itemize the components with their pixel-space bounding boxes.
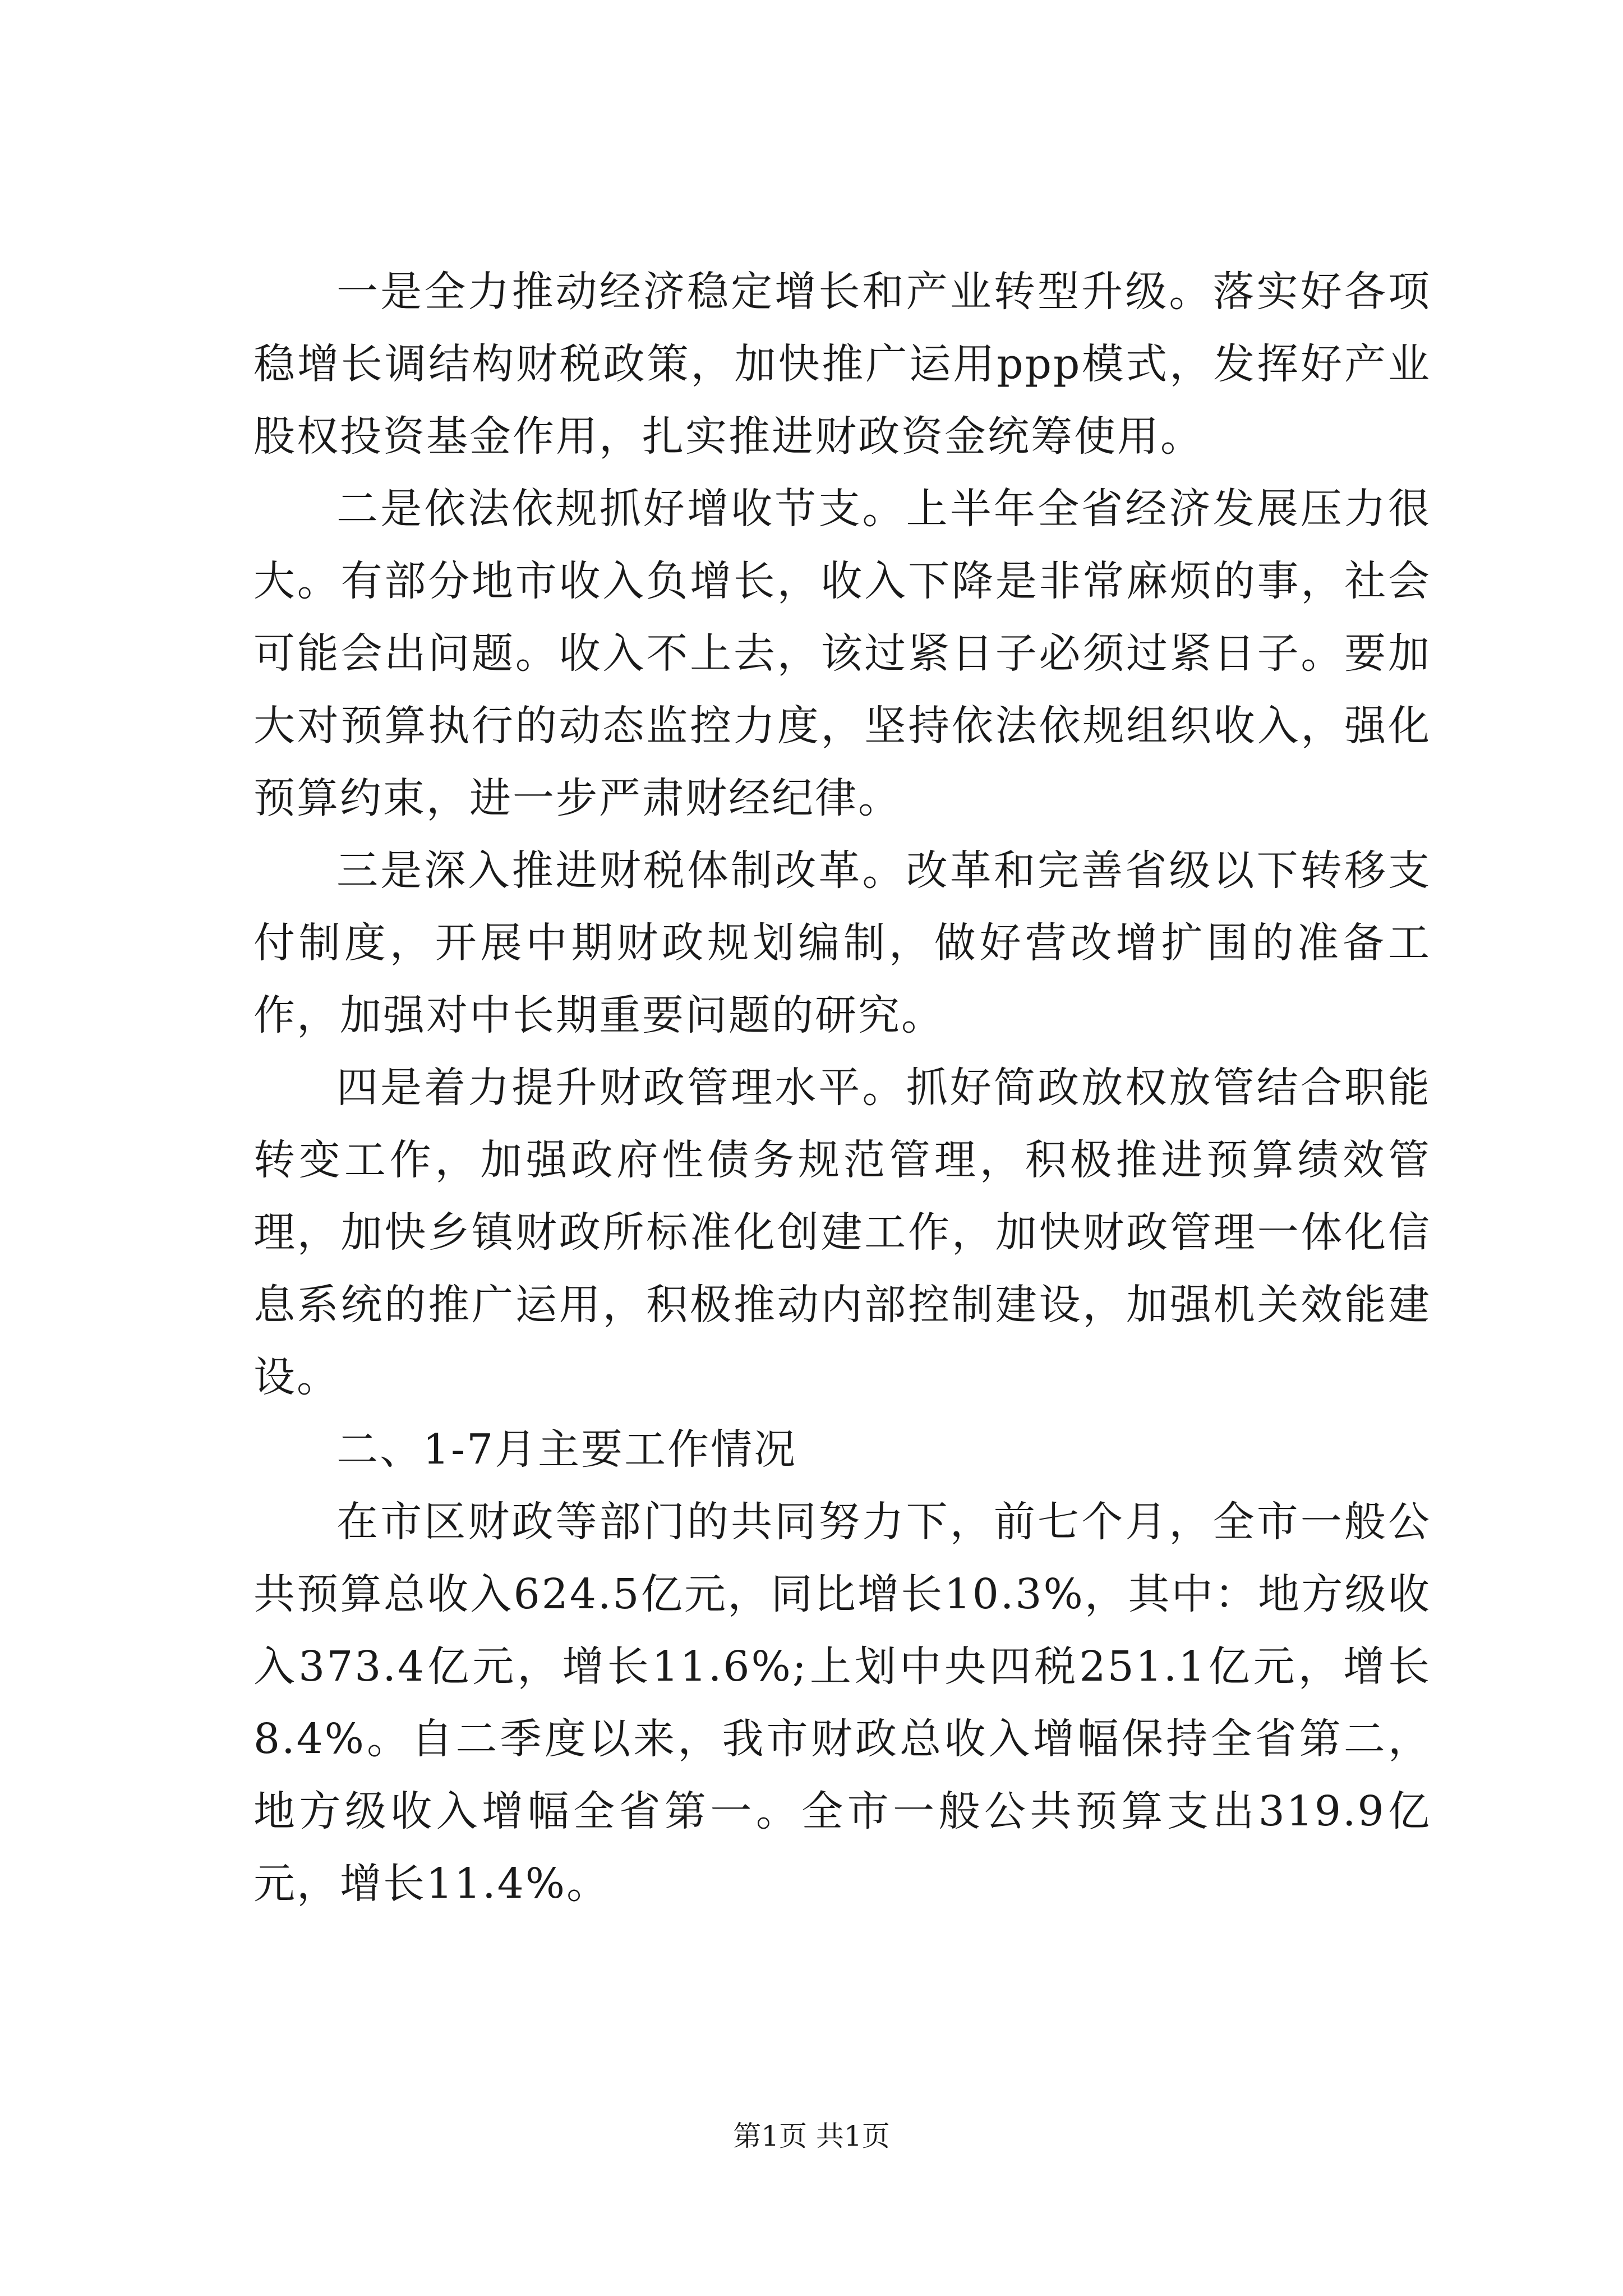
- document-body: [253, 256, 1431, 1920]
- paragraph-1: 一是全力推动经济稳定增长和产业转型升级。落实好各项稳增长调结构财税政策，加快推广运用ppp模式，发挥好产业股权投资基金作用，扎实推进财政资金统筹使用。: [253, 268, 1431, 461]
- paragraph-4: 四是着力提升财政管理水平。抓好简政放权放管结合职能转变工作，加强政府性债务规范管理，积极推进预算绩效管理，加快乡镇财政所标准化创建工作，加快财政管理一体化信息系统的推广运用，积极推动内部控制建设，加强机关效能建设。: [253, 1064, 1431, 1401]
- paragraph-2: 二是依法依规抓好增收节支。上半年全省经济发展压力很大。有部分地市收入负增长，收入下降是非常麻烦的事，社会可能会出问题。收入不上去，该过紧日子必须过紧日子。要加大对预算执行的动态监控力度，坚持依法依规组织收入，强化预算约束，进一步严肃财经纪律。: [253, 485, 1431, 822]
- section-heading: 二、1-7月主要工作情况: [336, 1425, 797, 1474]
- paragraph-3: 三是深入推进财税体制改革。改革和完善省级以下转移支付制度，开展中期财政规划编制，做好营改增扩围的准备工作，加强对中长期重要问题的研究。: [253, 846, 1431, 1039]
- page-footer: 第1页 共1页: [733, 2120, 890, 2152]
- paragraph-5: 在市区财政等部门的共同努力下，前七个月，全市一般公共预算总收入624.5亿元，同比增长10.3%，其中：地方级收入373.4亿元，增长11.6%;上划中央四税251.1亿元，增长8.4%。自二季度以来，我市财政总收入增幅保持全省第二，地方级收入增幅全省第一。全市一般公共预算支出319.9亿元，增长11.4%。: [253, 1498, 1431, 1908]
